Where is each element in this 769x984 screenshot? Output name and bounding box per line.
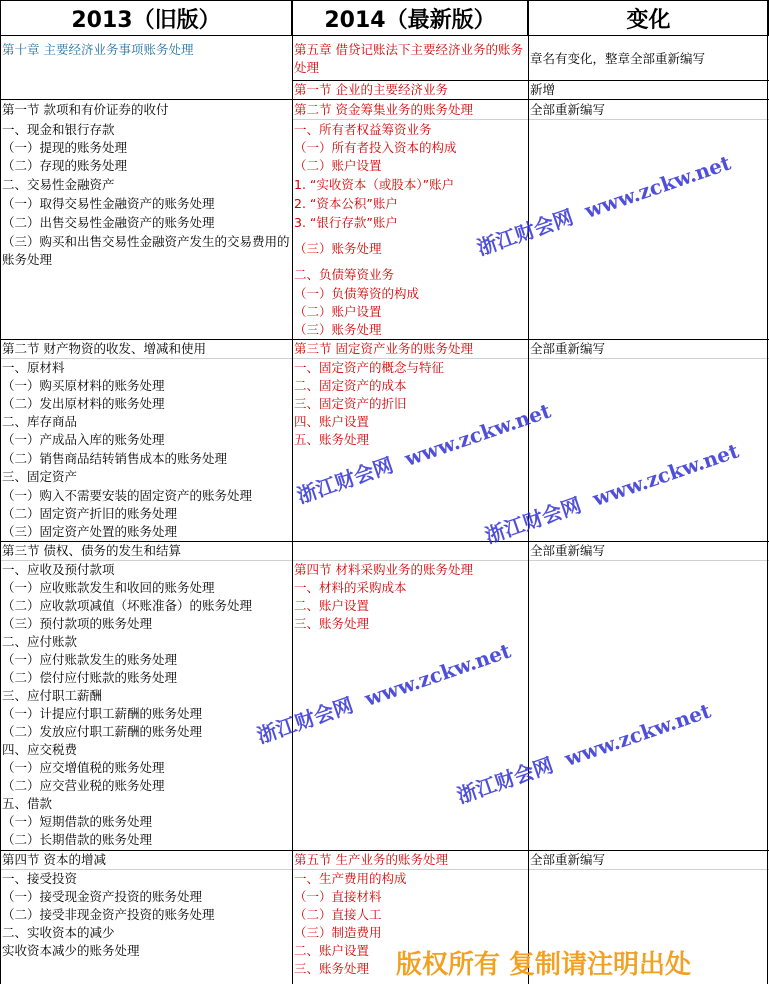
section-subline [528,869,769,870]
grid-line [767,0,768,984]
old-item: 一、接受投资 [2,871,78,886]
old-item: 二、库存商品 [2,414,78,429]
new-item: 三、固定资产的折旧 [294,396,407,411]
new-item: 五、账务处理 [294,432,370,447]
old-item: （一）应付账款发生的账务处理 [2,652,178,667]
section-divider [0,99,292,100]
old-item: （三）购买和出售交易性金融资产发生的交易费用的账务处理 [2,234,290,267]
section-4-old-title: 第四节 资本的增减 [2,852,106,867]
old-item: 二、应付账款 [2,634,78,649]
old-item: （一）产成品入库的账务处理 [2,432,165,447]
watermark-url: www.zckw.net [401,398,554,471]
watermark-cn: 浙江财会网 [293,452,397,509]
old-item: 一、应收及预付款项 [2,562,115,577]
old-item: 四、应交税费 [2,742,78,757]
section-divider [528,99,769,100]
old-item: （三）固定资产处置的账务处理 [2,524,178,539]
new-item: 二、固定资产的成本 [294,378,407,393]
old-item: （二）长期借款的账务处理 [2,832,153,847]
new-item: 三、账务处理 [294,961,370,976]
new-item: （三）账务处理 [294,322,382,337]
column-2013-old [0,0,292,984]
section-2-change: 全部重新编写 [530,341,606,356]
watermark-cn: 浙江财会网 [253,692,357,749]
watermark-url: www.zckw.net [589,438,742,511]
new-item: （三）制造费用 [294,925,382,940]
old-item: 二、交易性金融资产 [2,177,115,192]
new-item: （二）直接人工 [294,907,382,922]
old-item: （一）提现的账务处理 [2,140,128,155]
watermark-cn: 浙江财会网 [473,204,577,261]
header-2014: 2014（最新版） [292,0,528,36]
grid-line [528,0,529,984]
old-item: （一）应收账款发生和收回的账务处理 [2,580,215,595]
section-subline [528,119,769,120]
new-item: 二、账户设置 [294,598,370,613]
section-4-new-title: 第五节 生产业务的账务处理 [294,852,448,867]
new-item: 四、账户设置 [294,414,370,429]
new-item: （一）负债筹资的构成 [294,286,420,301]
old-item: 二、实收资本的减少 [2,925,115,940]
section-divider [292,99,528,100]
new-item: 二、账户设置 [294,943,370,958]
new-item: 一、固定资产的概念与特征 [294,360,445,375]
new-item: 2. “资本公积”账户 [294,196,398,211]
section-2-new-title: 第三节 固定资产业务的账务处理 [294,341,473,356]
watermark-url: www.zckw.net [581,150,734,223]
new-item: （一）所有者投入资本的构成 [294,140,457,155]
old-item: （二）应交营业税的账务处理 [2,778,165,793]
chapter-change: 章名有变化，整章全部重新编写 [530,51,706,66]
old-item: （一）取得交易性金融资产的账务处理 [2,196,215,211]
old-item: （二）固定资产折旧的账务处理 [2,506,178,521]
section-subline [528,560,769,561]
old-item: （二）偿付应付账款的账务处理 [2,670,178,685]
old-item: （二）销售商品结转销售成本的账务处理 [2,451,228,466]
intro-new: 第一节 企业的主要经济业务 [294,82,448,97]
chapter-new: 第五章 借贷记账法下主要经济业务的账务处理 [294,42,523,75]
watermark-cn: 浙江财会网 [453,752,557,809]
old-item: 三、固定资产 [2,469,78,484]
new-item: 一、生产费用的构成 [294,871,407,886]
intro-change: 新增 [530,82,556,97]
grid-line [292,0,293,984]
old-item: （二）发放应付职工薪酬的账务处理 [2,724,203,739]
chapter-old: 第十章 主要经济业务事项账务处理 [2,42,194,57]
new-item: （二）账户设置 [294,158,382,173]
header-2013: 2013（旧版） [0,0,292,36]
watermark-url: www.zckw.net [361,638,514,711]
section-4-change: 全部重新编写 [530,852,606,867]
copyright-notice: 版权所有 复制请注明出处 [396,950,692,980]
section-3-old-title: 第三节 债权、债务的发生和结算 [2,543,181,558]
new-item: 一、所有者权益筹资业务 [294,122,432,137]
section-subline [528,358,769,359]
old-item: （一）短期借款的账务处理 [2,814,153,829]
column-2014-new [292,0,528,984]
new-item: 三、账务处理 [294,616,370,631]
section-subline [292,119,528,120]
new-item: 一、材料的采购成本 [294,580,407,595]
old-item: （一）应交增值税的账务处理 [2,760,165,775]
new-item: 3. “银行存款”账户 [294,215,398,230]
old-item: （一）购买原材料的账务处理 [2,378,165,393]
new-item: 1. “实收资本（或股本）”账户 [294,177,455,192]
old-item: （一）接受现金资产投资的账务处理 [2,889,203,904]
section-1-new-title: 第二节 资金筹集业务的账务处理 [294,102,473,117]
grid-line [0,0,1,984]
section-2-old-title: 第二节 财产物资的收发、增减和使用 [2,341,206,356]
section-1-old-title: 第一节 款项和有价证券的收付 [2,102,169,117]
old-item: 一、原材料 [2,360,65,375]
old-item: 实收资本减少的账务处理 [2,943,140,958]
old-item: （二）应收款项减值（坏账准备）的账务处理 [2,598,253,613]
old-item: （一）购入不需要安装的固定资产的账务处理 [2,488,253,503]
new-item: （三）账务处理 [294,241,382,256]
old-item: （二）出售交易性金融资产的账务处理 [2,215,215,230]
new-item: 二、负债筹资业务 [294,267,395,282]
new-item: （一）直接材料 [294,889,382,904]
section-3-change: 全部重新编写 [530,543,606,558]
section-1-change: 全部重新编写 [530,102,606,117]
watermark-url: www.zckw.net [561,698,714,771]
old-item: （二）接受非现金资产投资的账务处理 [2,907,215,922]
section-3-new-title: 第四节 材料采购业务的账务处理 [294,562,473,577]
section-divider [292,541,528,542]
old-item: 三、应付职工薪酬 [2,688,103,703]
header-change: 变化 [528,0,769,36]
new-item: （二）账户设置 [294,304,382,319]
old-item: （三）预付款项的账务处理 [2,616,153,631]
watermark-cn: 浙江财会网 [481,492,585,549]
old-item: 一、现金和银行存款 [2,122,115,137]
old-item: （一）计提应付职工薪酬的账务处理 [2,706,203,721]
old-item: （二）发出原材料的账务处理 [2,396,165,411]
old-item: （二）存现的账务处理 [2,158,128,173]
column-change [528,0,769,984]
old-item: 五、借款 [2,796,53,811]
